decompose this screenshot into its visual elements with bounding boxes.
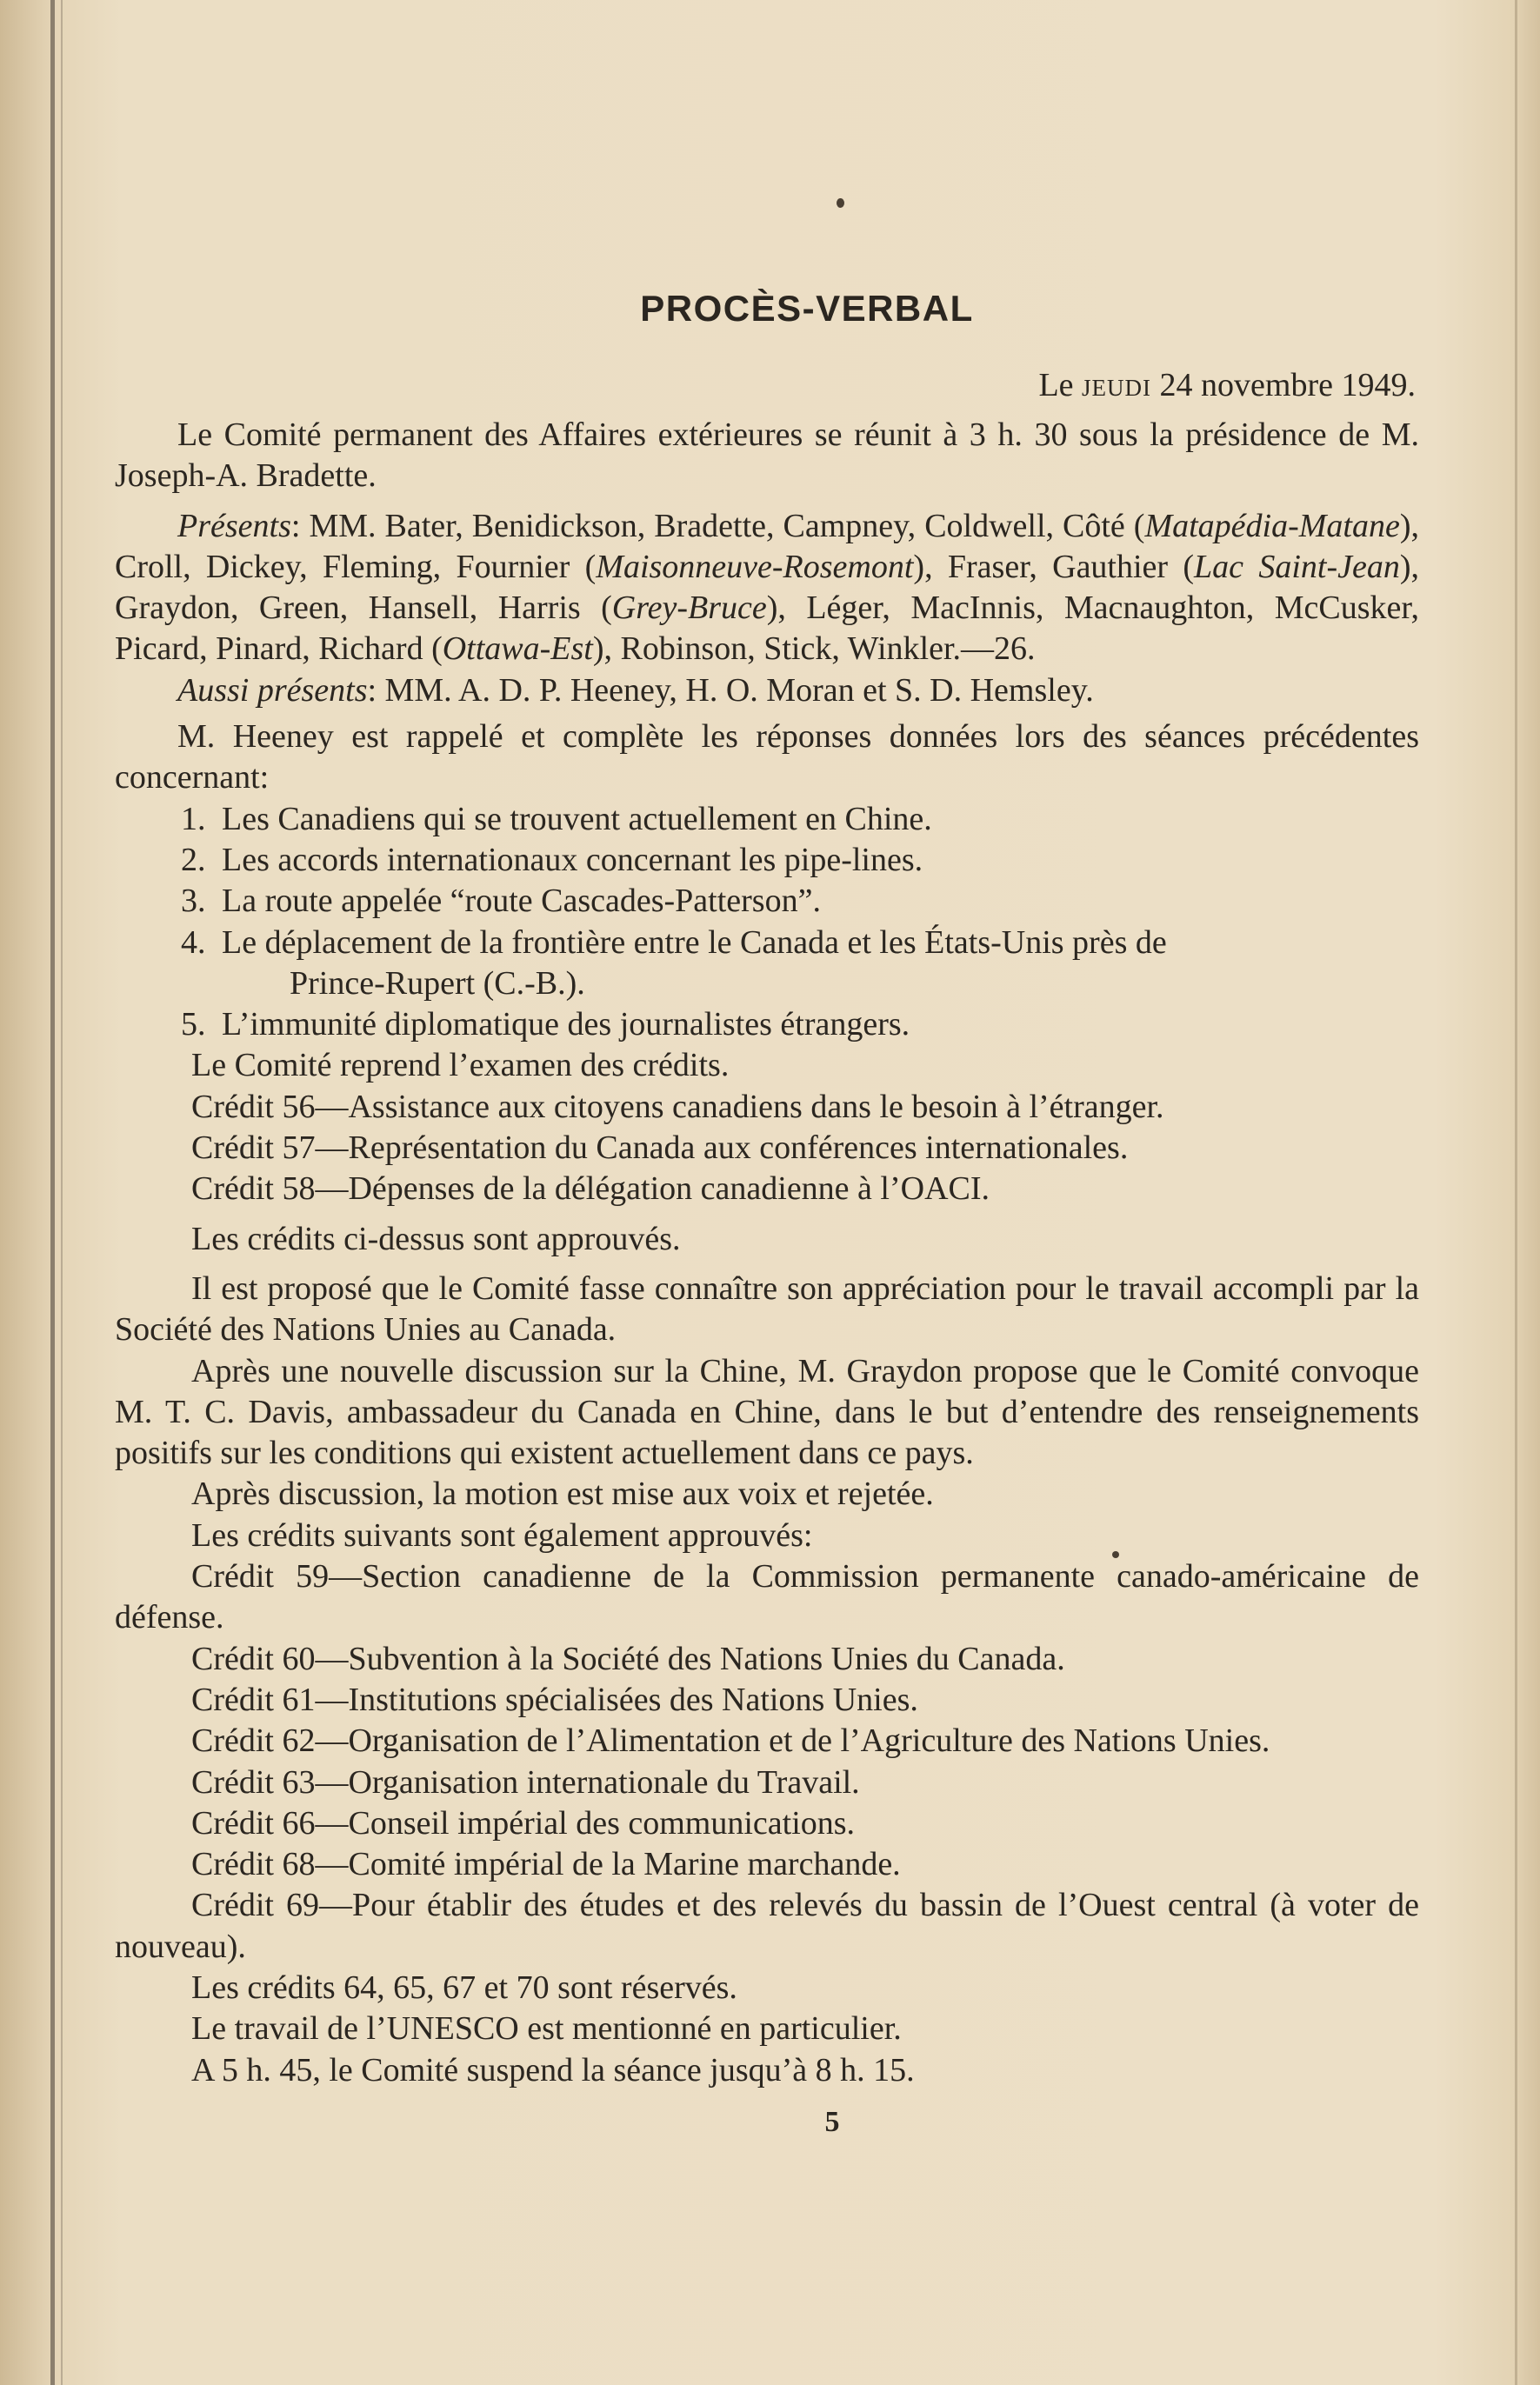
page-number: 5 <box>824 2105 840 2138</box>
list-item: 1. Les Canadiens qui se trouvent actuellement en Chine. <box>181 800 932 837</box>
list-item: 3. La route appelée “route Cascades-Patterson”. <box>181 883 821 920</box>
credit-line: Crédit 61—Institutions spécialisées des Nations Unies. <box>191 1681 918 1718</box>
credit-line: Crédit 66—Conseil impérial des communications. <box>191 1804 856 1842</box>
book-spine-line <box>50 0 55 2385</box>
page-title: PROCÈS-VERBAL <box>640 288 974 329</box>
credit-line: Crédit 58—Dépenses de la délégation canadienne à l’OACI. <box>191 1170 990 1208</box>
list-item: 4. Le déplacement de la frontière entre le Canada et les États-Unis près de Prince-Rupert (C.-B.). <box>115 923 1419 1005</box>
motion-rejected-paragraph: Après discussion, la motion est mise aux voix et rejetée. <box>191 1476 934 1513</box>
resume-paragraph: Le Comité reprend l’examen des crédits. <box>191 1047 730 1084</box>
approved-paragraph: Les crédits ci-dessus sont approuvés. <box>191 1220 681 1257</box>
credit-line: Crédit 56—Assistance aux citoyens canadiens dans le besoin à l’étranger. <box>191 1088 1164 1125</box>
graydon-proposal-paragraph: Après une nouvelle discussion sur la Chine, M. Graydon propose que le Comité convoque M. T. C. Davis, ambassadeur du Canada en Chine, dans le but d’entendre des renseignements positifs sur les conditions qui existent actuellement dans ce pays. <box>115 1352 1419 1472</box>
list-item: 5. L’immunité diplomatique des journalistes étrangers. <box>181 1006 910 1043</box>
credit-line: Crédit 60—Subvention à la Société des Nations Unies du Canada. <box>191 1640 1065 1677</box>
list-item: 2. Les accords internationaux concernant les pipe-lines. <box>181 841 923 878</box>
unesco-paragraph: Le travail de l’UNESCO est mentionné en particulier. <box>191 2010 902 2048</box>
presents-paragraph: Présents: MM. Bater, Benidickson, Bradette, Campney, Coldwell, Côté (Matapédia-Matane), Croll, Dickey, Fleming, Fournier (Maisonneuve-Rosemont), Fraser, Gauthier (Lac Saint-Jean), Graydon, Green, Hansell, Harris (Grey-Bruce), Léger, MacInnis, Macnaughton, McCusker, Picard, Pinard, Richard (Ottawa-Est), Robinson, Stick, Winkler.—26. <box>115 507 1419 668</box>
credit-line: Crédit 63—Organisation internationale du Travail. <box>191 1763 860 1801</box>
credit-line: Crédit 68—Comité impérial de la Marine marchande. <box>191 1846 901 1883</box>
credit-line: Crédit 62—Organisation de l’Alimentation et de l’Agriculture des Nations Unies. <box>191 1722 1270 1760</box>
page-edge <box>1515 0 1517 2385</box>
opening-paragraph: Le Comité permanent des Affaires extérieures se réunit à 3 h. 30 sous la présidence de M. Joseph-A. Bradette. <box>115 416 1419 495</box>
approved-paragraph: Les crédits suivants sont également approuvés: <box>191 1516 813 1554</box>
proposal-paragraph: Il est proposé que le Comité fasse connaître son appréciation pour le travail accompli par la Société des Nations Unies au Canada. <box>115 1269 1419 1349</box>
credit-line: Crédit 57—Représentation du Canada aux conférences internationales. <box>191 1129 1129 1167</box>
meeting-date: Le jeudi 24 novembre 1949. <box>1038 367 1416 403</box>
adjourn-paragraph: A 5 h. 45, le Comité suspend la séance jusqu’à 8 h. 15. <box>191 2051 915 2089</box>
aussi-presents-paragraph: Aussi présents: MM. A. D. P. Heeney, H. O. Moran et S. D. Hemsley. <box>177 671 1094 709</box>
credit-line: Crédit 59—Section canadienne de la Commission permanente canado-américaine de défense. <box>115 1558 1419 1636</box>
credit-line: Crédit 69—Pour établir des études et des relevés du bassin de l’Ouest central (à voter de nouveau). <box>115 1887 1419 1965</box>
reserved-paragraph: Les crédits 64, 65, 67 et 70 sont réservés. <box>191 1969 737 2006</box>
book-spine-line-inner <box>61 0 63 2385</box>
list-item-continuation: Prince-Rupert (C.-B.). <box>290 964 585 1002</box>
document-body <box>115 191 1419 2142</box>
heeney-paragraph: M. Heeney est rappelé et complète les réponses données lors des séances précédentes concernant: <box>115 718 1419 796</box>
